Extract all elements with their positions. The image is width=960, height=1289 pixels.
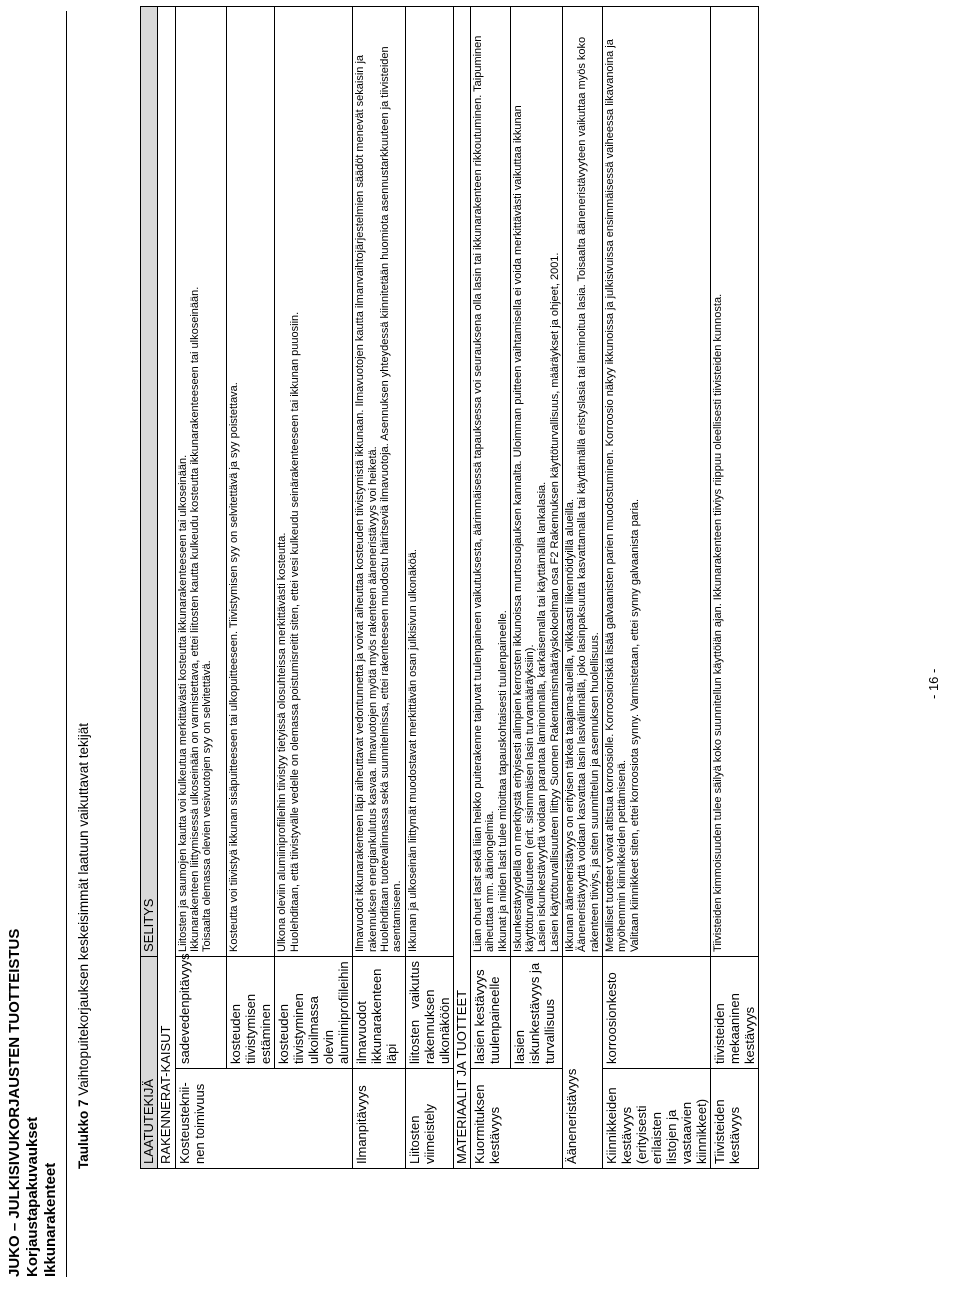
page-number: - 16 - xyxy=(926,668,941,699)
table-row xyxy=(275,6,353,1168)
desc-line: Valitaan kiinnikkeet siten, ettei korroosiota synny. Varmistetaan, ettei synny galvaanista paria. xyxy=(628,498,641,952)
header-factor: LAATUTEKIJÄ xyxy=(141,956,158,1168)
factor-main: Kiinnikkeiden kestävyys (erityisesti erilaisten listojen ja vastaavien kiinnikkeet) xyxy=(602,1069,710,1169)
desc-line: Metalliset tuotteet voivat altistua korroosiolle. Korroosioriskiä lisää galvaanisten parien muodostuminen. Korroosio näkyy ikkunoissa ja julkisivuissa ensimmäisessä vaiheessa likavanoina ja myöhemmin kiinnikkeiden pettämisenä. xyxy=(603,39,629,952)
desc-line: Liian ohuet lasit sekä liian heikko puiterakenne taipuvat tuulenpaineen vaikutuksesta, äärimmäisessä tapauksessa voi seurauksena olla lasin tai ikkunarakenteen rikkoutuminen. Taipuminen aiheuttaa mm. ääniongelmia. xyxy=(471,35,497,952)
header-section: Ikkunarakenteet xyxy=(42,1162,59,1277)
desc-line: Ilmavuodot ikkunarakenteen läpi aiheuttavat vedontunnetta ja voivat aiheuttaa kosteuden tiivistymistä ikkunaan. Ilmavuotojen kautta ilmanvaihtojärjestelmien säädöt menevät sekaisin ja rakennuksen energiankulutus kasvaa. Ilmavuotojen myötä myös rakenteen ääneneristävyys voi heiketä. xyxy=(354,54,379,952)
desc-line: Ikkunan ääneneristävyys on erityisen tärkeä taajama-alueilla, vilkkaasti liikennöidyillä alueilla. xyxy=(564,498,577,952)
factor-sub: kosteuden tiivistyminen ulkoilmassa olevin alumiiniprofiileihin xyxy=(275,956,353,1068)
factor-sub: liitosten vaikutus rakennuksen ulkonäköön xyxy=(405,956,453,1068)
section-row xyxy=(453,6,470,1168)
table-row xyxy=(175,6,227,1168)
header-rule xyxy=(66,11,67,1277)
desc-line: Ikkunat ja niiden lasit tulee mitoittaa tapauskohtaisesti tuulenpaineelle. xyxy=(496,610,509,952)
desc-line: Huolehditaan, että tiivistyvälle vedelle on olemassa poistumisreitit siten, ettei vesi kulkeudu seinärakenteeseen tai ikkunan puuosiin. xyxy=(288,311,301,952)
factor-description xyxy=(510,6,562,956)
factor-description xyxy=(353,6,405,956)
factor-main: Ääneneristävyys xyxy=(563,956,603,1168)
table-row xyxy=(563,6,603,1168)
factor-sub: lasien iskunkestävyys ja turvallisuus xyxy=(510,956,562,1068)
desc-line: Lasien käyttöturvallisuuteen liittyy Suomen Rakentamismääräyskokoelman osa F2 Rakennuksen käyttöturvallisuus, määräykset ja ohjeet, 2001. xyxy=(548,252,561,952)
desc-line: Ikkunarakenteen liittymisessä ulkoseinään on varmistettava, ettei liitosten kautta kulkeudu kosteutta ikkunarakenteeseen tai ulkoseinään. xyxy=(188,286,201,952)
document-header xyxy=(6,929,60,1277)
table-row xyxy=(405,6,453,1168)
header-description: SELITYS xyxy=(141,6,158,956)
caption-text: Vaihtopuitekorjauksen keskeisimmät laatuun vaikuttavat tekijät xyxy=(76,723,91,1100)
factor-description xyxy=(470,6,510,956)
table-row xyxy=(710,6,758,1168)
factor-description xyxy=(175,6,227,956)
factor-main: Ilmanpitävyys xyxy=(353,1069,405,1169)
table-caption xyxy=(76,723,91,1169)
table-row xyxy=(602,6,710,1168)
table-row xyxy=(227,6,275,1168)
table-row xyxy=(510,6,562,1168)
section-row xyxy=(158,6,175,1168)
caption-label: Taulukko 7 xyxy=(76,1099,91,1169)
factor-sub: tiivisteiden mekaaninen kestävyys xyxy=(710,956,758,1068)
factor-sub: sadevedenpitävyys xyxy=(175,956,227,1068)
factor-main: Kosteustekniinen toimivuus xyxy=(175,1069,353,1169)
factor-description: Kosteutta voi tiivistyä ikkunan sisäpuitteeseen tai ulkopuitteeseen. Tiivistymisen syy on selvitettävä ja syy poistettava. xyxy=(227,6,275,956)
factor-description xyxy=(275,6,353,956)
factor-main: Liitosten viimeistely xyxy=(405,1069,453,1169)
desc-line: Lasien iskunkestävyyttä voidaan parantaa laminoimalla, karkaisemalla tai käyttämällä lankalasia. xyxy=(536,481,549,952)
desc-line: Ulkona oleviin alumiiniprofiileihin tiivistyy tietyissä olosuhteissa merkittävästi kosteutta. xyxy=(276,532,289,952)
factor-main: Tiivisteiden kestävyys xyxy=(710,1069,758,1169)
table-header-row xyxy=(141,6,158,1168)
header-project: JUKO – JULKISIVUKORJAUSTEN TUOTTEISTUS xyxy=(6,928,23,1277)
factor-sub: lasien kestävyys tuulenpaineelle xyxy=(470,956,510,1068)
factor-main: Kuormituksen kestävyys xyxy=(470,1069,562,1169)
header-subtitle: Korjaustapakuvaukset xyxy=(24,1116,41,1277)
factor-sub: kosteuden tiivistymisen estäminen xyxy=(227,956,275,1068)
quality-factors-table xyxy=(140,6,759,1169)
desc-line: Toisaalta olemassa olevien vesivuotojen syy on selvitettävä. xyxy=(201,660,214,952)
table-row xyxy=(470,6,510,1168)
desc-line: Ääneneristävyyttä voidaan kasvattaa lasin lasivälinnällä, joko lasinpaksuutta kasvattamalla tai käyttämällä eristyslasia tai laminoitua lasia. Toisaalta ääneneristävyyteen vaikuttaa myös koko rakenteen tiiviys, ja siten suunnittelun ja asennuksen huolellisuus. xyxy=(576,36,601,952)
desc-line: Iskunkestävyydellä on merkitystä erityisesti alimpien kerrosten ikkunoissa murtosuojauksen kannalta. Uloimman puitteen vaihtamisella ei voida merkittävästi vaikuttaa ikkunan käyttöturvallisuuteen (erit. sisimmäisen lasin turvamääräyksiin). xyxy=(511,105,537,952)
table-row xyxy=(353,6,405,1168)
factor-sub: ilmavuodot ikkunarakenteen läpi xyxy=(353,956,405,1068)
factor-description: Tiivisteiden kimmoisuuden tulee säilyä koko suunnitellun käyttöiän ajan. Ikkunarakenteen tiiviys riippuu oleellisesti tiivisteiden kunnosta. xyxy=(710,6,758,956)
desc-line: Liitosten ja saumojen kautta voi kulkeutua merkittävästi kosteutta ikkunarakenteeseen tai ulkoseinään. xyxy=(176,454,189,952)
section-structures: RAKENNERAT-KAISUT xyxy=(158,6,175,1168)
factor-description: Ikkunan ja ulkoseinän liittymät muodostavat merkittävän osan julkisivun ulkonäköä. xyxy=(405,6,453,956)
factor-description xyxy=(563,6,603,956)
factor-description xyxy=(602,6,710,956)
desc-line: Huolehditaan tuotevalinnassa sekä suunnitelmissa, ettei rakenteeseen muodostu häiritseviä ilmavuotoja. Asennuksen yhteydessä kiinnitetään huomiota asennustarkkuuteen ja tiivisteiden asentamiseen. xyxy=(379,46,404,952)
factor-sub: korroosionkesto xyxy=(602,956,710,1068)
section-materials: MATERIAALIT JA TUOTTEET xyxy=(453,6,470,1168)
